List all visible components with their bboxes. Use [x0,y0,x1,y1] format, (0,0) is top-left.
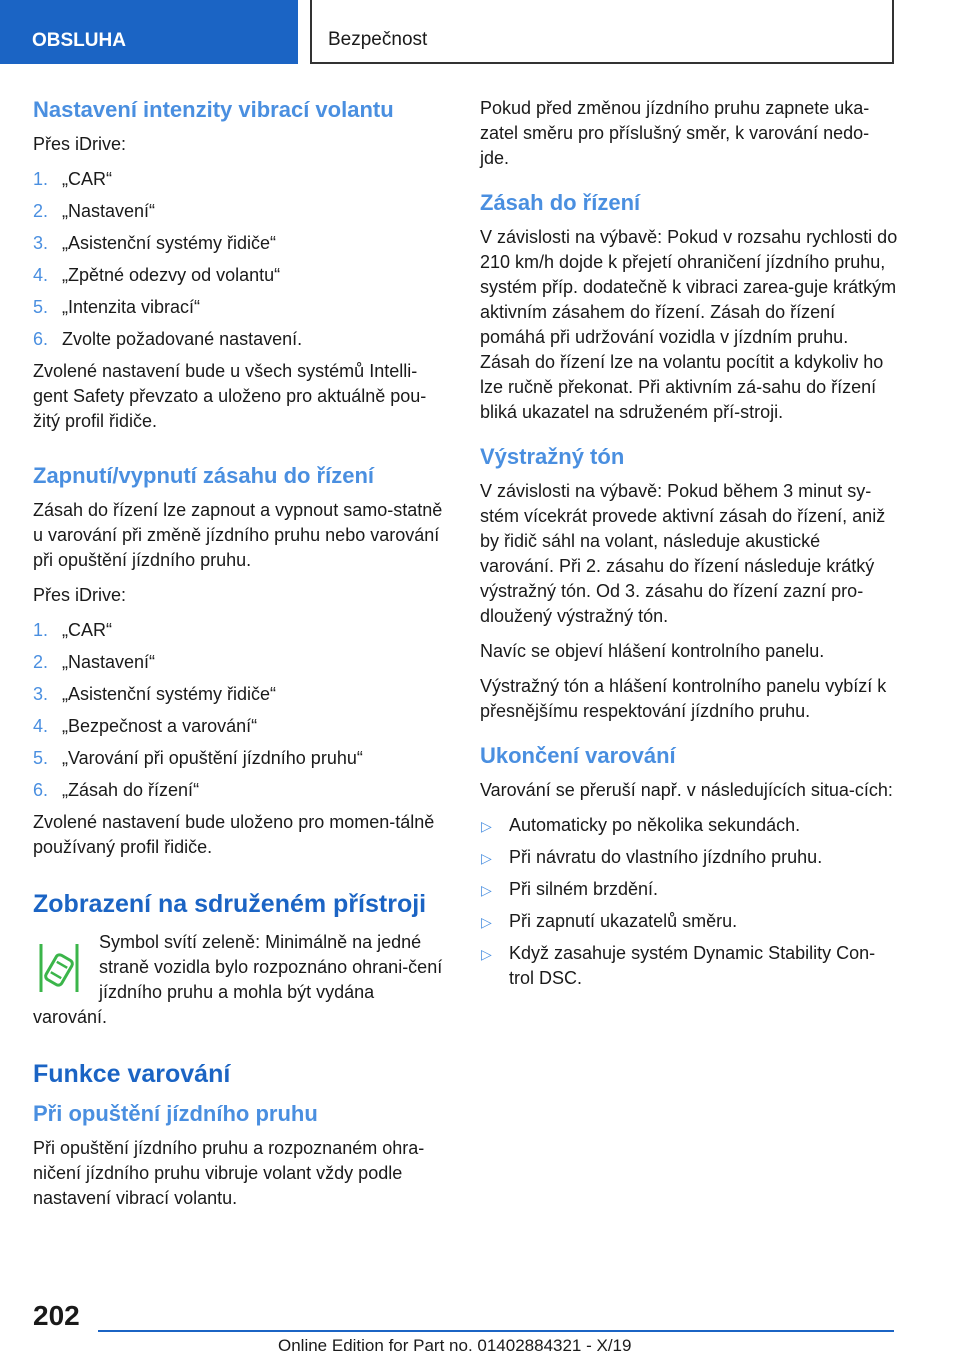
step-item [33,650,448,675]
step-number: 6. [33,780,49,800]
lane-departure-symbol-icon [33,936,85,998]
steps-list-intervention [33,618,448,803]
footer-divider [98,1330,894,1332]
list-item-text: Při návratu do vlastního jízdního pruhu. [509,847,823,867]
list-item-text: Při zapnutí ukazatelů směru. [509,911,738,931]
step-number: 3. [33,233,49,253]
heading-warning-function: Funkce varování [33,1060,231,1088]
heading-vibration-intensity: Nastavení intenzity vibrací volantu [33,97,394,122]
page-number: 202 [33,1300,80,1331]
left-column [33,96,448,1221]
triangle-right-icon: ▷ [481,882,492,898]
step-text: „Intenzita vibrací“ [62,297,201,317]
list-item [480,845,898,870]
step-item [33,682,448,707]
intervention-description: Zásah do řízení lze zapnout a vypnout samo-statně u varování při změně jízdního pruhu nebo varování při opuštění jízdního pruhu. [33,500,443,570]
step-item [33,167,448,192]
warning-end-intro: Varování se přeruší např. v následujících situa-cích: [480,780,893,800]
step-number: 2. [33,201,49,221]
lane-departure-text: Při opuštění jízdního pruhu a rozpoznaném ohra-ničení jízdního pruhu vibruje volant vždy podle nastavení vibrací volantu. [33,1138,425,1208]
warning-end-list [480,813,898,991]
topic-tab: Bezpečnost [310,0,894,64]
heading-lane-departure: Při opuštění jízdního pruhu [33,1101,318,1126]
step-item [33,714,448,739]
warning-tone-text: V závislosti na výbavě: Pokud během 3 minut sy-stém vícekrát provede aktivní zásah do řízení, aniž by řidič sáhl na volant, následuje akustické varování. Při 2. zásahu do řízení následuje krátký výstražný tón. Od 3. zásahu do řízení zazní pro-dloužený výstražný tón. [480,481,886,626]
step-item [33,618,448,643]
idrive-intro: Přes iDrive: [33,134,127,154]
intervention-note: Zvolené nastavení bude uloženo pro momen-tálně používaný profil řidiče. [33,812,435,857]
step-text: „Zpětné odezvy od volantu“ [62,265,281,285]
vibration-note: Zvolené nastavení bude u všech systémů Intelli-gent Safety převzato a uloženo pro aktuálně pou-žitý profil řidiče. [33,361,427,431]
step-text: „Zásah do řízení“ [62,780,200,800]
step-item [33,295,448,320]
step-number: 4. [33,265,49,285]
triangle-right-icon: ▷ [481,818,492,834]
turn-signal-note: Pokud před změnou jízdního pruhu zapnete uka-zatel směru pro příslušný směr, k varování nedo-jde. [480,98,870,168]
step-text: „Nastavení“ [62,652,156,672]
section-tab: OBSLUHA [0,0,298,64]
steering-intervention-text: V závislosti na výbavě: Pokud v rozsahu rychlosti do 210 km/h dojde k přejetí ohraničení jízdního pruhu, systém příp. dodatečně k vibraci zarea-guje krátkým aktivním zásahem do řízení. Zásah do řízení pomáhá při udržování vozidla v jízdním pruhu. Zásah do řízení lze na volantu pocítit a kdykoliv ho lze ručně překonat. Při aktivním zá-sahu do řízení bliká ukazatel na sdruženém pří-stroji. [480,227,898,422]
symbol-description [33,930,448,1030]
right-column [480,96,898,998]
triangle-right-icon: ▷ [481,946,492,962]
list-item-text: Když zasahuje systém Dynamic Stability Con-trol DSC. [509,943,876,988]
list-item [480,813,898,838]
triangle-right-icon: ▷ [481,914,492,930]
heading-steering-intervention: Zásah do řízení [480,190,641,215]
heading-warning-tone: Výstražný tón [480,444,625,469]
step-number: 1. [33,169,49,189]
step-item [33,199,448,224]
symbol-text: Symbol svítí zeleně: Minimálně na jedné straně vozidla bylo rozpoznáno ohrani-čení jízdního pruhu a mohla být vydána varování. [33,932,443,1027]
step-text: „Nastavení“ [62,201,156,221]
step-item [33,231,448,256]
heading-instrument-cluster: Zobrazení na sdruženém přístroji [33,890,427,918]
step-text: „Bezpečnost a varování“ [62,716,258,736]
list-item [480,877,898,902]
step-number: 4. [33,716,49,736]
step-number: 5. [33,748,49,768]
warning-tone-message: Navíc se objeví hlášení kontrolního panelu. [480,641,825,661]
step-text: „CAR“ [62,620,112,640]
list-item [480,909,898,934]
page-header [0,0,960,66]
step-number: 5. [33,297,49,317]
steps-list-vibration [33,167,448,352]
step-number: 1. [33,620,49,640]
edition-text: Online Edition for Part no. 01402884321 - X/19 [278,1336,632,1355]
step-number: 2. [33,652,49,672]
step-number: 3. [33,684,49,704]
heading-steering-intervention-toggle: Zapnutí/vypnutí zásahu do řízení [33,463,375,488]
triangle-right-icon: ▷ [481,850,492,866]
list-item [480,941,898,991]
step-number: 6. [33,329,49,349]
step-item [33,746,448,771]
step-item [33,263,448,288]
idrive-intro: Přes iDrive: [33,585,127,605]
step-text: „Asistenční systémy řidiče“ [62,233,277,253]
step-item [33,327,448,352]
list-item-text: Při silném brzdění. [509,879,659,899]
step-text: Zvolte požadované nastavení. [62,329,303,349]
step-item [33,778,448,803]
step-text: „Asistenční systémy řidiče“ [62,684,277,704]
heading-warning-end: Ukončení varování [480,743,676,768]
warning-tone-purpose: Výstražný tón a hlášení kontrolního panelu vybízí k přesnějšímu respektování jízdního pruhu. [480,676,887,721]
step-text: „CAR“ [62,169,112,189]
list-item-text: Automaticky po několika sekundách. [509,815,801,835]
step-text: „Varování při opuštění jízdního pruhu“ [62,748,363,768]
